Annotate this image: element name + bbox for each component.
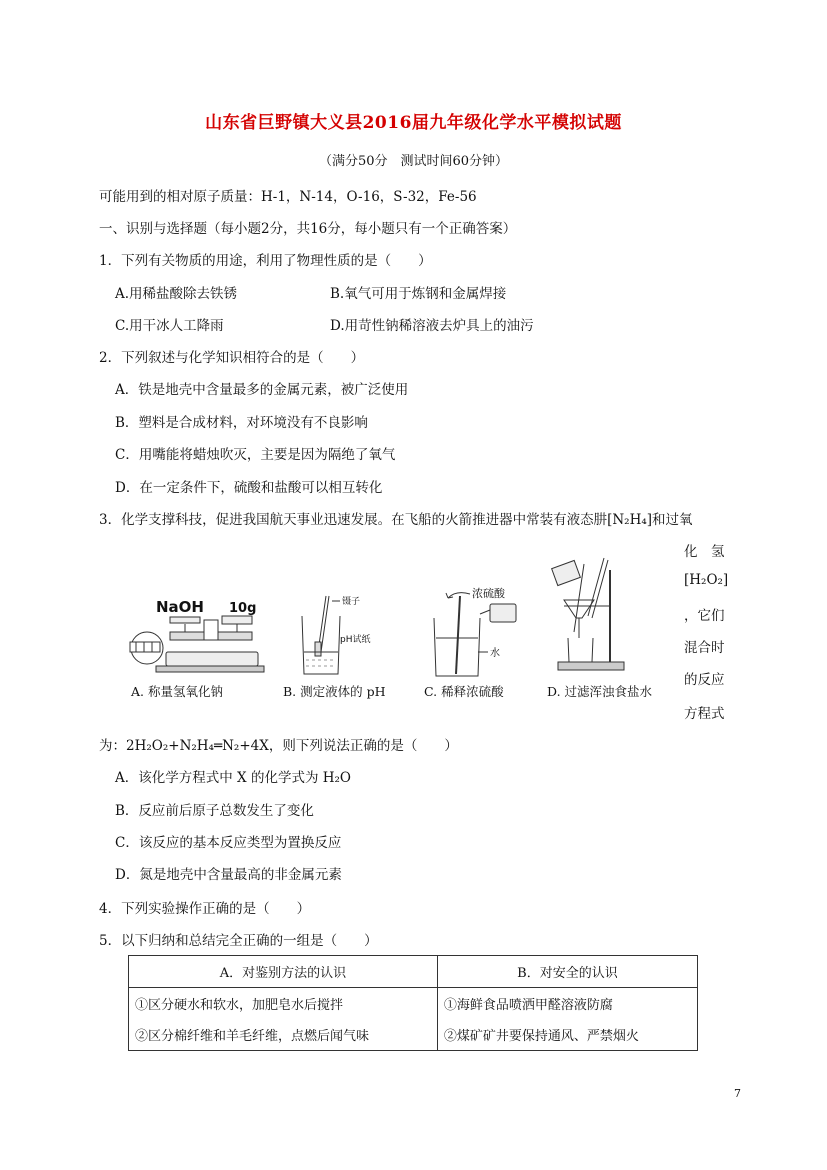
table-cell: ①海鲜食品喷洒甲醛溶液防腐 [437, 988, 697, 1020]
question-1-option-c: C.用干冰人工降雨 [115, 318, 224, 334]
question-4-stem: 4．下列实验操作正确的是（ ） [99, 901, 311, 917]
question-3-side-line-3: ，它们 [684, 608, 725, 624]
question-3-side-line-2: [H₂O₂] [684, 572, 729, 588]
table-cell: ②区分棉纤维和羊毛纤维，点燃后闻气味 [129, 1019, 438, 1051]
balance-figure [126, 590, 266, 678]
question-3-option-d: D．氮是地壳中含量最高的非金属元素 [115, 867, 342, 883]
filtration-figure [544, 556, 634, 676]
question-1-option-b: B.氧气可用于炼钢和金属焊接 [330, 286, 507, 302]
section-heading: 一、识别与选择题（每小题2分，共16分，每小题只有一个正确答案） [99, 221, 517, 237]
atomic-mass-note: 可能用到的相对原子质量：H-1，N-14，O-16，S-32，Fe-56 [99, 189, 477, 205]
question-2-option-c: C．用嘴能将蜡烛吹灭，主要是因为隔绝了氧气 [115, 447, 396, 463]
table-cell: ②煤矿矿井要保持通风、严禁烟火 [437, 1019, 697, 1051]
table-cell: ①区分硬水和软水，加肥皂水后搅拌 [129, 988, 438, 1020]
question-3-option-c: C．该反应的基本反应类型为置换反应 [115, 835, 342, 851]
question-3-stem: 3．化学支撑科技，促进我国航天事业迅速发展。在飞船的火箭推进器中常装有液态肼[N₂H₄]和过氧 [99, 512, 693, 528]
page-number: 7 [734, 1087, 741, 1100]
question-3-side-line-5: 的反应 [684, 672, 725, 688]
question-2-option-d: D．在一定条件下，硫酸和盐酸可以相互转化 [115, 480, 383, 496]
question-1-stem: 1．下列有关物质的用途，利用了物理性质的是（ ） [99, 253, 432, 269]
question-2-option-a: A．铁是地壳中含量最多的金属元素，被广泛使用 [115, 382, 409, 398]
question-3-side-line-4: 混合时 [684, 640, 725, 656]
tweezers-label: 镊子 [342, 597, 361, 607]
naoh-label: NaOH [156, 598, 204, 616]
figure-c-caption: C. 稀释浓硫酸 [424, 684, 504, 699]
weight-label: 10g [229, 601, 257, 616]
question-3-side-line-6: 方程式 [684, 706, 725, 722]
acid-label: 浓硫酸 [472, 587, 505, 600]
question-2-stem: 2．下列叙述与化学知识相符合的是（ ） [99, 350, 365, 366]
page-title: 山东省巨野镇大义县2016届九年级化学水平模拟试题 [205, 113, 622, 133]
question-5-table [128, 955, 698, 1051]
question-3-option-b: B．反应前后原子总数发生了变化 [115, 803, 314, 819]
table-header-a: A．对鉴别方法的认识 [129, 956, 438, 988]
ph-figure [296, 590, 386, 678]
ph-paper-label: pH试纸 [340, 635, 371, 645]
question-3-continuation: 为：2H₂O₂+N₂H₄═N₂+4X，则下列说法正确的是（ ） [99, 738, 458, 754]
exam-info: （满分50分 测试时间60分钟） [318, 154, 509, 169]
question-2-option-b: B．塑料是合成材料，对环境没有不良影响 [115, 415, 368, 431]
question-3-option-a: A．该化学方程式中 X 的化学式为 H₂O [115, 770, 351, 786]
figure-a-caption: A. 称量氢氧化钠 [131, 684, 223, 699]
dilution-figure [430, 582, 530, 678]
water-label: 水 [490, 648, 500, 659]
question-1-option-d: D.用苛性钠稀溶液去炉具上的油污 [330, 318, 534, 334]
figure-b-caption: B. 测定液体的 pH [283, 684, 386, 699]
question-3-side-line-1: 化 氢 [684, 544, 725, 560]
figure-d-caption: D. 过滤浑浊食盐水 [547, 684, 653, 699]
question-5-stem: 5．以下归纳和总结完全正确的一组是（ ） [99, 933, 378, 949]
question-1-option-a: A.用稀盐酸除去铁锈 [115, 286, 238, 302]
table-header-b: B．对安全的认识 [437, 956, 697, 988]
